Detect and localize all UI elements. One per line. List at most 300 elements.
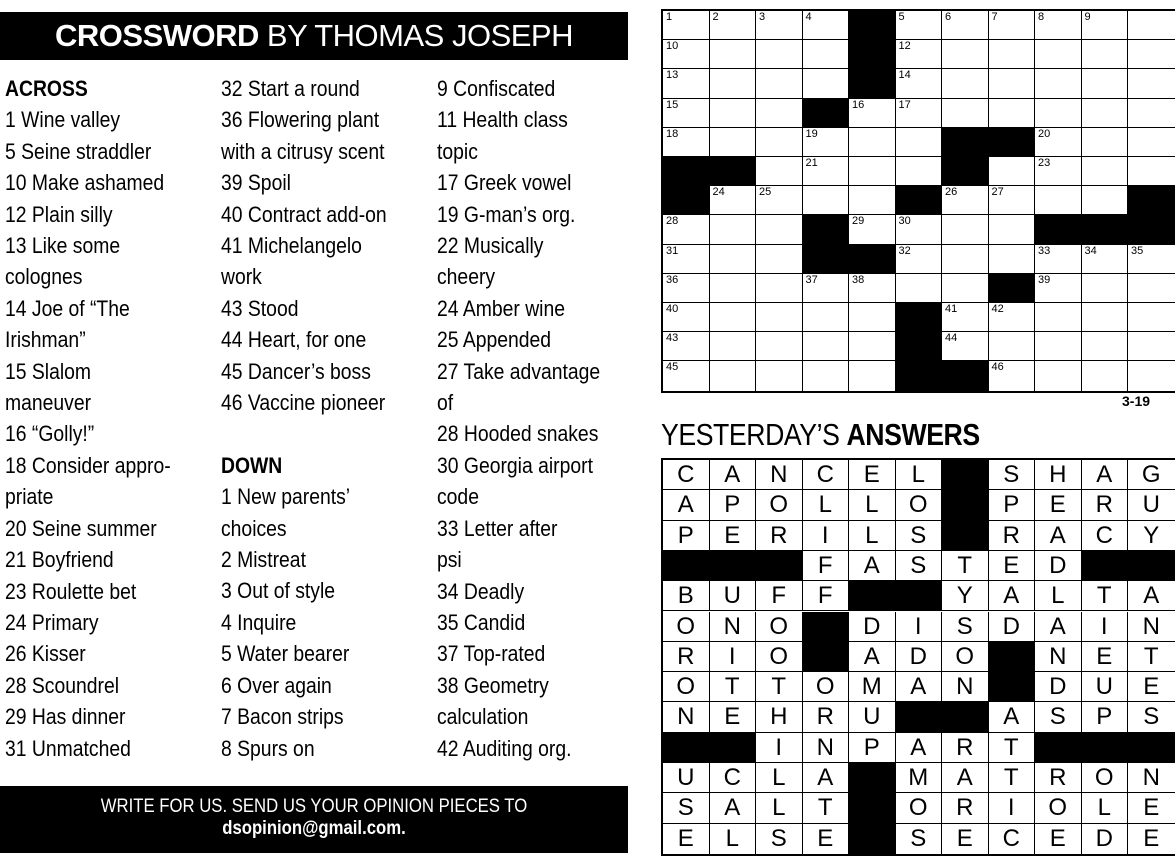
answer-letter: A	[863, 551, 880, 579]
grid-cell	[1035, 460, 1082, 490]
grid-cell	[756, 99, 803, 128]
answer-letter: A	[863, 642, 880, 670]
grid-cell	[989, 521, 1036, 551]
grid-cell	[803, 128, 850, 157]
answer-letter: P	[863, 733, 880, 761]
grid-cell	[663, 215, 710, 244]
grid-cell	[710, 40, 757, 69]
grid-cell	[1035, 332, 1082, 361]
grid-cell	[896, 69, 943, 98]
grid-cell	[1035, 40, 1082, 69]
grid-cell	[1082, 11, 1129, 40]
grid-cell	[1035, 245, 1082, 274]
answer-letter: E	[1143, 673, 1160, 701]
answer-letter: P	[724, 491, 741, 519]
grid-cell	[803, 11, 850, 40]
grid-cell	[663, 793, 710, 823]
clue-number: 6	[945, 11, 952, 23]
grid-cell	[710, 11, 757, 40]
grid-cell	[710, 303, 757, 332]
grid-cell	[803, 521, 850, 551]
clue-line: 12 Plain silly	[5, 201, 113, 227]
black-square	[1082, 215, 1129, 244]
grid-cell	[942, 186, 989, 215]
black-square	[663, 551, 710, 581]
answer-letter: D	[1049, 673, 1067, 701]
grid-cell	[710, 612, 757, 642]
clue-number: 17	[898, 98, 911, 111]
clue-line: 46 Vaccine pioneer	[221, 390, 386, 416]
clue-number: 45	[666, 361, 679, 374]
grid-cell	[663, 40, 710, 69]
clue-line: 29 Has dinner	[5, 704, 126, 730]
grid-cell	[663, 490, 710, 520]
clues-column-1	[5, 73, 210, 764]
grid-cell	[1035, 824, 1082, 854]
black-square	[849, 763, 896, 793]
black-square	[896, 186, 943, 215]
grid-cell	[896, 245, 943, 274]
grid-cell	[989, 245, 1036, 274]
grid-cell	[756, 824, 803, 854]
grid-cell	[896, 128, 943, 157]
grid-cell	[803, 274, 850, 303]
grid-cell	[849, 612, 896, 642]
grid-cell	[710, 824, 757, 854]
clue-line: 8 Spurs on	[221, 735, 315, 761]
crossword-title	[0, 12, 628, 60]
answer-letter: M	[908, 764, 929, 791]
grid-cell	[942, 69, 989, 98]
black-square	[803, 245, 850, 274]
grid-cell	[849, 733, 896, 763]
grid-cell	[896, 157, 943, 186]
grid-cell	[756, 186, 803, 215]
clue-number: 19	[805, 127, 818, 140]
grid-cell	[989, 157, 1036, 186]
clue-line: 36 Flowering plant	[221, 107, 380, 133]
answer-letter: C	[1095, 521, 1113, 549]
grid-cell	[989, 361, 1036, 390]
grid-cell	[803, 702, 850, 732]
clue-line: 38 Geometry	[437, 672, 549, 698]
clue-number: 26	[945, 186, 958, 199]
answer-letter: N	[956, 673, 974, 701]
grid-cell	[710, 642, 757, 672]
grid-cell	[1035, 490, 1082, 520]
grid-cell	[1128, 128, 1175, 157]
grid-cell	[756, 157, 803, 186]
crossword-grid	[661, 9, 1175, 393]
clue-line: 40 Contract add-on	[221, 201, 387, 227]
answer-letter: R	[956, 733, 974, 761]
clue-line: 39 Spoil	[221, 170, 291, 196]
answer-letter: T	[1003, 733, 1019, 761]
answer-letter: C	[1002, 824, 1020, 852]
grid-cell	[849, 128, 896, 157]
grid-cell	[803, 361, 850, 390]
grid-cell	[710, 128, 757, 157]
clue-line: Irishman”	[5, 327, 86, 353]
answer-letter: P	[1096, 703, 1113, 731]
grid-cell	[663, 642, 710, 672]
puzzle-date: 3-19	[1122, 393, 1151, 409]
clue-number: 7	[991, 11, 998, 23]
grid-cell	[756, 672, 803, 702]
answer-letter: L	[911, 461, 925, 488]
clue-line: 11 Health class	[437, 107, 568, 133]
grid-cell	[756, 245, 803, 274]
answer-letter: S	[956, 612, 973, 640]
grid-cell	[756, 702, 803, 732]
black-square	[896, 361, 943, 390]
clue-number: 14	[898, 69, 911, 82]
answer-letter: E	[724, 703, 741, 731]
clue-line: 19 G-man’s org.	[437, 201, 576, 227]
black-square	[942, 521, 989, 551]
answer-letter: A	[817, 764, 834, 791]
grid-cell	[896, 490, 943, 520]
clue-number: 42	[991, 303, 1004, 315]
black-square	[849, 11, 896, 40]
black-square	[1035, 215, 1082, 244]
answer-letter: E	[1096, 642, 1113, 670]
grid-cell	[710, 460, 757, 490]
grid-cell	[989, 215, 1036, 244]
grid-cell	[663, 612, 710, 642]
black-square	[849, 245, 896, 274]
grid-cell	[710, 215, 757, 244]
answer-letter: C	[816, 461, 834, 488]
clue-line: 10 Make ashamed	[5, 170, 165, 196]
grid-cell	[1128, 40, 1175, 69]
answer-letter: A	[724, 461, 741, 488]
grid-cell	[989, 40, 1036, 69]
grid-cell	[989, 824, 1036, 854]
grid-cell	[989, 332, 1036, 361]
grid-cell	[1082, 157, 1129, 186]
footer-line-1: WRITE FOR US. SEND US YOUR OPINION PIECES TO	[100, 796, 528, 817]
grid-cell	[1128, 702, 1175, 732]
clue-line: 5 Seine straddler	[5, 138, 152, 164]
answer-letter: H	[770, 703, 788, 731]
grid-cell	[710, 672, 757, 702]
grid-cell	[663, 332, 710, 361]
clue-number: 31	[666, 244, 679, 257]
grid-cell	[756, 215, 803, 244]
answer-letter: Y	[956, 582, 973, 610]
grid-cell	[1128, 460, 1175, 490]
black-square	[942, 702, 989, 732]
grid-cell	[849, 157, 896, 186]
grid-cell	[849, 672, 896, 702]
clue-line: 13 Like some	[5, 233, 121, 259]
grid-cell	[1082, 332, 1129, 361]
grid-cell	[849, 490, 896, 520]
clue-line: work	[221, 264, 262, 290]
grid-cell	[756, 642, 803, 672]
answer-letter: E	[1143, 794, 1160, 822]
grid-cell	[1128, 672, 1175, 702]
clue-number: 2	[712, 11, 719, 23]
grid-cell	[1082, 274, 1129, 303]
answer-letter: O	[908, 794, 928, 822]
clue-line: 44 Heart, for one	[221, 327, 367, 353]
grid-cell	[896, 460, 943, 490]
answer-letter: I	[775, 733, 783, 761]
answer-letter: A	[1049, 612, 1066, 640]
grid-cell	[1035, 303, 1082, 332]
answer-letter: Y	[1143, 521, 1160, 549]
grid-cell	[849, 303, 896, 332]
clue-line: 37 Top-rated	[437, 641, 546, 667]
grid-cell	[896, 642, 943, 672]
grid-cell	[663, 521, 710, 551]
grid-cell	[710, 793, 757, 823]
grid-cell	[756, 581, 803, 611]
answer-letter: O	[676, 673, 696, 701]
answer-letter: R	[1095, 491, 1113, 519]
grid-cell	[803, 186, 850, 215]
answer-letter: T	[1003, 764, 1019, 791]
grid-cell	[989, 303, 1036, 332]
clue-line: 18 Consider appro-	[5, 452, 171, 478]
grid-cell	[1082, 490, 1129, 520]
grid-cell	[756, 361, 803, 390]
clue-line: 27 Take advantage	[437, 358, 601, 384]
clue-line: 45 Dancer’s boss	[221, 358, 371, 384]
answer-letter: S	[770, 824, 787, 852]
answer-letter: O	[769, 491, 789, 519]
black-square	[710, 551, 757, 581]
answer-letter: I	[821, 521, 829, 549]
answer-letter: E	[1143, 824, 1160, 852]
grid-cell	[942, 215, 989, 244]
black-square	[1128, 215, 1175, 244]
grid-cell	[896, 274, 943, 303]
answer-letter: O	[769, 612, 789, 640]
title-bold: CROSSWORD	[55, 18, 259, 53]
grid-cell	[1082, 672, 1129, 702]
grid-cell	[1082, 361, 1129, 390]
grid-cell	[1082, 824, 1129, 854]
answer-letter: A	[724, 794, 741, 822]
answer-letter: E	[1049, 824, 1066, 852]
grid-cell	[663, 303, 710, 332]
grid-cell	[1035, 763, 1082, 793]
answer-letter: R	[956, 794, 974, 822]
grid-cell	[756, 763, 803, 793]
clue-line: priate	[5, 484, 54, 510]
answers-grid	[661, 458, 1175, 856]
grid-cell	[1128, 581, 1175, 611]
grid-cell	[803, 490, 850, 520]
clue-number: 13	[666, 69, 679, 82]
grid-cell	[849, 521, 896, 551]
answer-letter: P	[1003, 491, 1020, 519]
grid-cell	[989, 490, 1036, 520]
answer-letter: S	[1143, 703, 1160, 731]
grid-cell	[710, 274, 757, 303]
grid-cell	[710, 69, 757, 98]
answer-letter: U	[863, 703, 881, 731]
clue-number: 16	[852, 98, 865, 111]
answer-letter: I	[1007, 794, 1015, 822]
clue-line: 26 Kisser	[5, 641, 86, 667]
answer-letter: S	[677, 794, 694, 822]
clue-section-heading: DOWN	[221, 452, 283, 478]
clue-line: 30 Georgia airport	[437, 452, 593, 478]
black-square	[663, 186, 710, 215]
clue-number: 40	[666, 303, 679, 315]
grid-cell	[849, 186, 896, 215]
grid-cell	[896, 733, 943, 763]
grid-cell	[942, 793, 989, 823]
black-square	[896, 332, 943, 361]
grid-cell	[1128, 824, 1175, 854]
answer-letter: U	[677, 764, 695, 791]
clue-number: 12	[898, 40, 911, 53]
grid-cell	[756, 793, 803, 823]
clue-line: 17 Greek vowel	[437, 170, 572, 196]
clue-line: calculation	[437, 704, 529, 730]
answer-letter: T	[1143, 642, 1159, 670]
grid-cell	[710, 186, 757, 215]
clue-line: 32 Start a round	[221, 76, 360, 101]
grid-cell	[803, 672, 850, 702]
grid-cell	[989, 99, 1036, 128]
grid-cell	[942, 332, 989, 361]
grid-cell	[942, 672, 989, 702]
grid-cell	[1082, 581, 1129, 611]
answer-letter: A	[1003, 582, 1020, 610]
clue-number: 33	[1038, 244, 1051, 257]
answer-letter: A	[677, 491, 694, 519]
black-square	[849, 581, 896, 611]
black-square	[803, 99, 850, 128]
clue-number: 20	[1038, 127, 1051, 140]
black-square	[803, 642, 850, 672]
answer-letter: D	[909, 642, 927, 670]
clue-number: 32	[898, 244, 911, 257]
grid-cell	[896, 551, 943, 581]
answer-letter: T	[771, 673, 787, 701]
grid-cell	[1035, 612, 1082, 642]
clue-number: 36	[666, 273, 679, 286]
grid-cell	[1035, 11, 1082, 40]
answer-letter: N	[723, 612, 741, 640]
grid-cell	[1035, 672, 1082, 702]
clues-column-2	[221, 73, 431, 764]
answer-letter: R	[816, 703, 834, 731]
answer-letter: L	[725, 824, 739, 852]
grid-cell	[942, 245, 989, 274]
answer-letter: A	[1096, 461, 1113, 488]
black-square	[942, 460, 989, 490]
grid-cell	[663, 702, 710, 732]
clue-line: 34 Deadly	[437, 578, 525, 604]
grid-cell	[803, 581, 850, 611]
answer-letter: H	[1049, 461, 1067, 488]
black-square	[849, 40, 896, 69]
answer-letter: N	[770, 461, 788, 488]
black-square	[942, 157, 989, 186]
grid-cell	[942, 733, 989, 763]
clue-line: maneuver	[5, 390, 92, 416]
answer-letter: T	[957, 551, 973, 579]
grid-cell	[756, 11, 803, 40]
answer-letter: R	[1049, 764, 1067, 791]
answer-letter: U	[1095, 673, 1113, 701]
answer-letter: O	[955, 642, 975, 670]
grid-cell	[896, 612, 943, 642]
black-square	[1082, 733, 1129, 763]
answer-letter: T	[724, 673, 740, 701]
black-square	[989, 274, 1036, 303]
clue-number: 41	[945, 303, 958, 315]
grid-cell	[756, 460, 803, 490]
clue-number: 10	[666, 40, 679, 53]
grid-cell	[1082, 460, 1129, 490]
grid-cell	[1035, 551, 1082, 581]
grid-cell	[1035, 274, 1082, 303]
clue-number: 1	[666, 11, 673, 23]
grid-cell	[1035, 793, 1082, 823]
grid-cell	[849, 332, 896, 361]
clue-line: 25 Appended	[437, 327, 552, 353]
grid-cell	[896, 763, 943, 793]
black-square	[896, 303, 943, 332]
answer-letter: E	[1049, 491, 1066, 519]
clue-line: 43 Stood	[221, 295, 299, 321]
clue-line: with a citrusy scent	[221, 138, 385, 164]
grid-cell	[1128, 157, 1175, 186]
grid-cell	[942, 581, 989, 611]
grid-cell	[1035, 128, 1082, 157]
grid-cell	[756, 303, 803, 332]
answers-title-plain: YESTERDAY’S	[661, 417, 840, 452]
clues-column-3	[437, 73, 627, 764]
grid-cell	[942, 642, 989, 672]
clue-line: 3 Out of style	[221, 578, 336, 604]
grid-cell	[803, 763, 850, 793]
grid-cell	[896, 521, 943, 551]
black-square	[896, 702, 943, 732]
grid-cell	[1035, 361, 1082, 390]
answer-letter: D	[1095, 824, 1113, 852]
black-square	[1128, 186, 1175, 215]
footer-email: dsopinion@gmail.com.	[222, 818, 406, 839]
answer-letter: S	[910, 521, 927, 549]
black-square	[942, 128, 989, 157]
clue-line: 21 Boyfriend	[5, 547, 114, 573]
grid-cell	[942, 763, 989, 793]
answer-letter: O	[676, 612, 696, 640]
answer-letter: E	[724, 521, 741, 549]
grid-cell	[663, 763, 710, 793]
grid-cell	[896, 99, 943, 128]
clue-line: 15 Slalom	[5, 358, 92, 384]
answer-letter: U	[723, 582, 741, 610]
grid-cell	[1082, 128, 1129, 157]
clue-spacer	[221, 418, 431, 449]
grid-cell	[1128, 763, 1175, 793]
grid-cell	[1035, 581, 1082, 611]
grid-cell	[989, 69, 1036, 98]
clue-number: 28	[666, 215, 679, 228]
black-square	[896, 581, 943, 611]
answer-letter: S	[910, 551, 927, 579]
